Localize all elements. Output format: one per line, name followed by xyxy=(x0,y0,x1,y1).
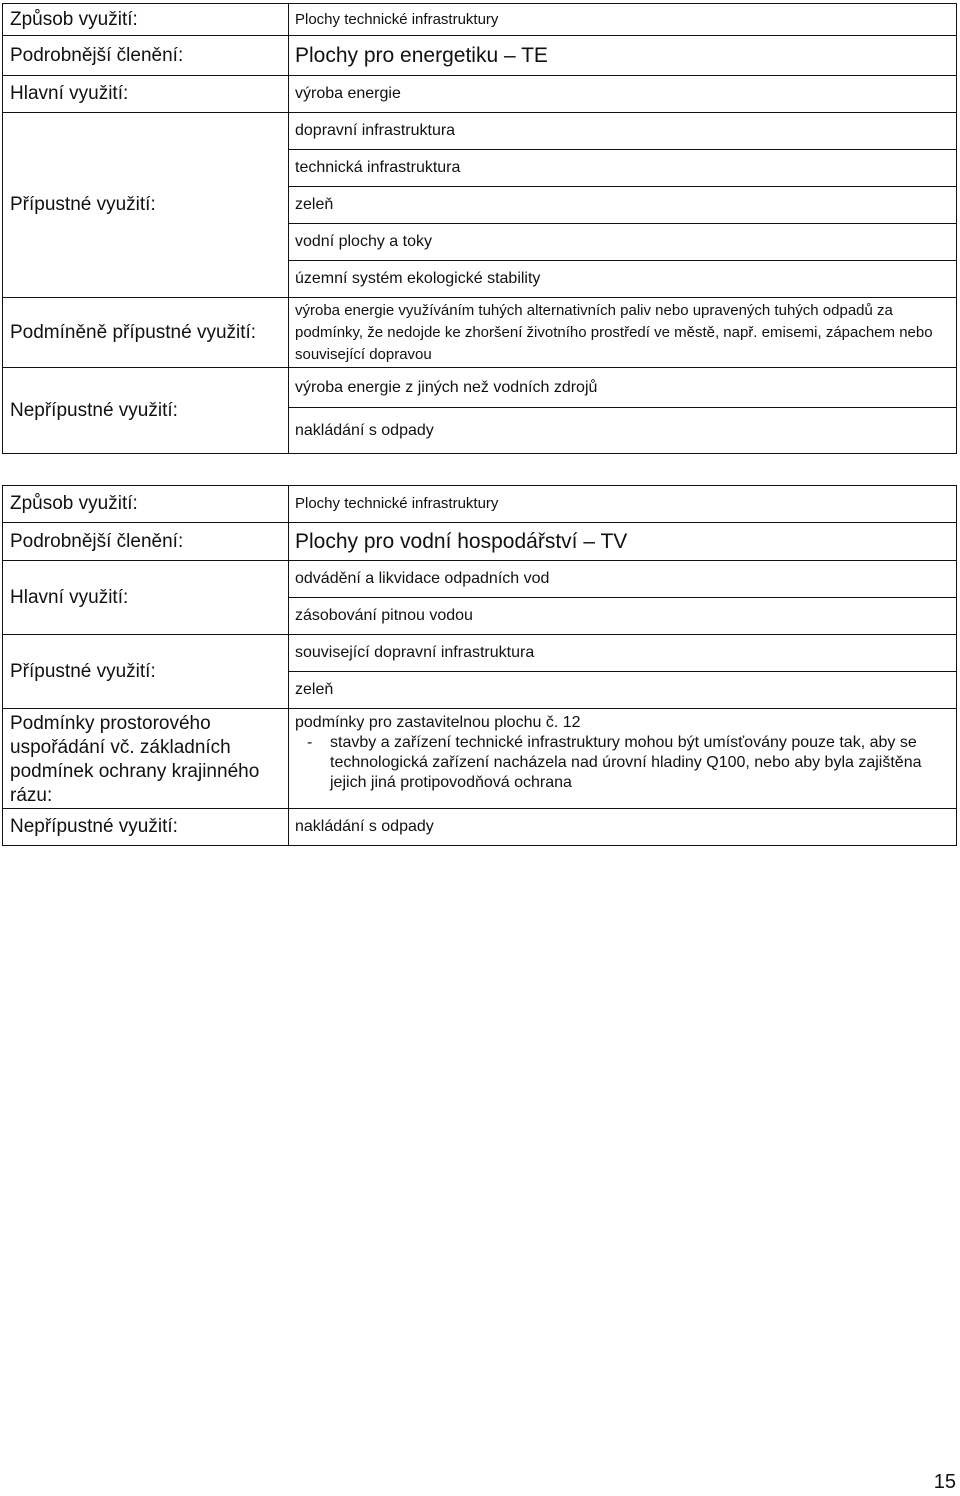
value-podminene: výroba energie využíváním tuhých alternativních paliv nebo upravených tuhých odpadů za podmínky, že nedojde ke zhoršení životního prostředí ve městě, např. emisemi, zápachem nebo související dopravou xyxy=(289,298,957,368)
label-pripustne: Přípustné využití: xyxy=(3,113,289,298)
dash-bullet: - xyxy=(307,734,313,751)
value-hlavni: výroba energie xyxy=(289,76,957,113)
pripustne-item: zeleň xyxy=(289,672,957,709)
podminky-item-text: stavby a zařízení technické infrastruktury mohou být umísťovány pouze tak, aby se technologická zařízení nacházela nad úrovní hladiny Q100, nebo aby byla zajištěna jejich jiná protipovodňová ochrana xyxy=(330,734,922,791)
label-hlavni: Hlavní využití: xyxy=(3,561,289,635)
podminky-intro: podmínky pro zastavitelnou plochu č. 12 xyxy=(295,714,581,731)
pripustne-item: vodní plochy a toky xyxy=(289,224,957,261)
pripustne-item: technická infrastruktura xyxy=(289,150,957,187)
podminky-list xyxy=(295,733,950,793)
label-zpusob: Způsob využití: xyxy=(3,4,289,36)
value-zpusob: Plochy technické infrastruktury xyxy=(289,4,957,36)
value-podrobnejsi: Plochy pro vodní hospodářství – TV xyxy=(289,523,957,561)
nepripustne-item: výroba energie z jiných než vodních zdrojů xyxy=(289,368,957,408)
pripustne-item: dopravní infrastruktura xyxy=(289,113,957,150)
land-use-table-water xyxy=(2,485,957,846)
label-zpusob: Způsob využití: xyxy=(3,486,289,523)
pripustne-item: územní systém ekologické stability xyxy=(289,261,957,298)
hlavni-item: zásobování pitnou vodou xyxy=(289,598,957,635)
label-podminky: Podmínky prostorového uspořádání vč. základních podmínek ochrany krajinného rázu: xyxy=(3,709,289,809)
page-number: 15 xyxy=(933,1471,956,1493)
label-pripustne: Přípustné využití: xyxy=(3,635,289,709)
pripustne-item: související dopravní infrastruktura xyxy=(289,635,957,672)
value-zpusob: Plochy technické infrastruktury xyxy=(289,486,957,523)
value-podrobnejsi: Plochy pro energetiku – TE xyxy=(289,36,957,76)
label-podminene: Podmíněně přípustné využití: xyxy=(3,298,289,368)
value-podminky xyxy=(289,709,957,809)
pripustne-item: zeleň xyxy=(289,187,957,224)
value-nepripustne: nakládání s odpady xyxy=(289,809,957,846)
label-nepripustne: Nepřípustné využití: xyxy=(3,368,289,454)
label-podrobnejsi: Podrobnější členění: xyxy=(3,36,289,76)
label-hlavni: Hlavní využití: xyxy=(3,76,289,113)
hlavni-item: odvádění a likvidace odpadních vod xyxy=(289,561,957,598)
label-podrobnejsi: Podrobnější členění: xyxy=(3,523,289,561)
land-use-table-energy xyxy=(2,3,957,454)
podminky-item xyxy=(295,733,950,793)
nepripustne-item: nakládání s odpady xyxy=(289,408,957,454)
label-nepripustne: Nepřípustné využití: xyxy=(3,809,289,846)
